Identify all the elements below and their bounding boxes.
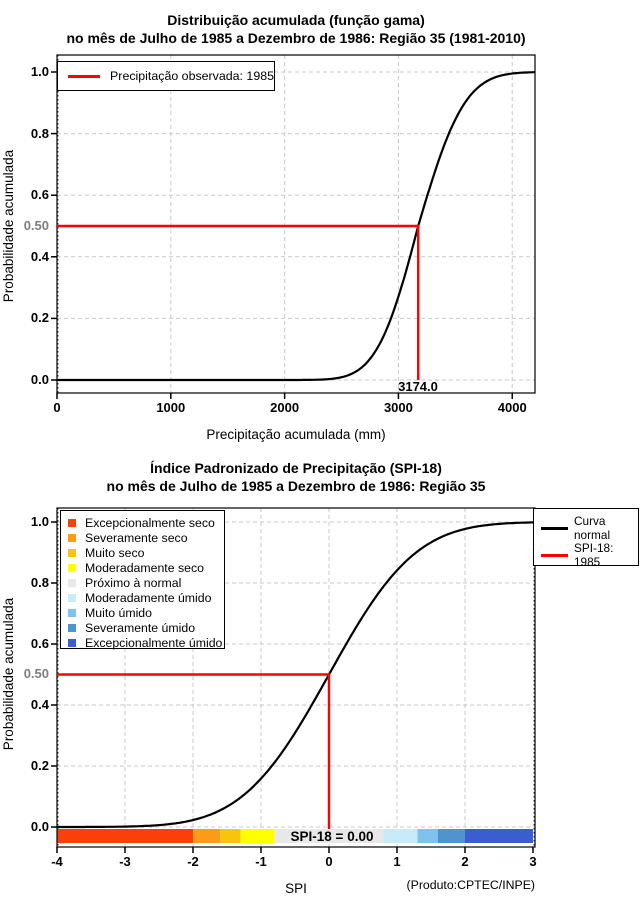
y-tick-label: 0.0 bbox=[30, 819, 49, 834]
x-tick-label: -2 bbox=[187, 854, 199, 869]
chart2-curve-legend bbox=[533, 508, 639, 569]
category-label: Moderadamente úmido bbox=[85, 590, 212, 605]
category-swatch bbox=[68, 519, 76, 527]
chart1-marker-value-label: 3174.0 bbox=[398, 379, 438, 394]
spi-category-band bbox=[193, 829, 220, 843]
x-tick-label: 2000 bbox=[270, 400, 300, 415]
legend-item-exceptionally-wet bbox=[61, 635, 224, 650]
chart2-category-legend bbox=[60, 510, 225, 649]
category-label: Muito úmido bbox=[85, 605, 152, 620]
y-tick-label: 0.4 bbox=[30, 248, 49, 264]
y-tick-label: 0.6 bbox=[30, 187, 49, 203]
product-credit: (Produto:CPTEC/INPE) bbox=[406, 878, 535, 892]
legend-item-moderately-dry bbox=[61, 560, 224, 575]
category-swatch bbox=[68, 609, 76, 617]
chart2-x-axis-title: SPI bbox=[285, 881, 307, 896]
spi-category-band bbox=[57, 829, 193, 843]
spi-category-band bbox=[465, 829, 533, 843]
category-swatch bbox=[68, 579, 76, 587]
x-tick-label: 3 bbox=[529, 854, 537, 869]
legend-item-severely-wet bbox=[61, 620, 224, 635]
chart2-y-axis-title: Probabilidade acumulada bbox=[1, 597, 16, 751]
chart1-subtitle: no mês de Julho de 1985 a Dezembro de 1986: Região 35 (1981-2010) bbox=[66, 30, 526, 46]
y-tick-label: 1.0 bbox=[30, 514, 49, 529]
legend-item-spi18-1985 bbox=[534, 542, 638, 569]
x-tick-label: 2 bbox=[461, 854, 469, 869]
x-tick-label: 0 bbox=[53, 400, 61, 415]
observed-precipitation-line-sample bbox=[68, 75, 100, 78]
spi-category-band bbox=[417, 829, 437, 843]
y-tick-label: 0.8 bbox=[30, 125, 49, 141]
spi-category-band bbox=[438, 829, 465, 843]
x-tick-label: 0 bbox=[325, 854, 333, 869]
category-swatch bbox=[68, 594, 76, 602]
legend-item-severely-dry bbox=[61, 530, 224, 545]
category-swatch bbox=[68, 564, 76, 572]
category-label: Muito seco bbox=[85, 545, 145, 560]
chart1-legend bbox=[57, 61, 275, 91]
y-tick-label: 0.8 bbox=[30, 575, 49, 590]
x-tick-label: 3000 bbox=[383, 400, 413, 415]
category-swatch bbox=[68, 534, 76, 542]
chart1-x-axis-title: Precipitação acumulada (mm) bbox=[206, 427, 386, 442]
observed-value-marker bbox=[57, 226, 418, 380]
chart1-legend-label: Precipitação observada: 1985 bbox=[110, 69, 274, 83]
category-label: Excepcionalmente úmido bbox=[85, 635, 223, 650]
chart2-ref-probability-label: 0.50 bbox=[23, 666, 49, 681]
category-label: Moderadamente seco bbox=[85, 560, 204, 575]
spi18-label: SPI-18: 1985 bbox=[574, 541, 614, 569]
x-tick-label: 4000 bbox=[497, 400, 527, 415]
category-label: Excepcionalmente seco bbox=[85, 515, 215, 530]
chart2-title: Índice Padronizado de Precipitação (SPI-18) bbox=[150, 460, 442, 476]
legend-item-exceptionally-dry bbox=[61, 515, 224, 530]
y-tick-label: 0.2 bbox=[30, 758, 49, 773]
category-label: Severamente úmido bbox=[85, 620, 196, 635]
legend-item-very-wet bbox=[61, 605, 224, 620]
y-tick-label: 0.6 bbox=[30, 636, 49, 651]
x-tick-label: -1 bbox=[255, 854, 267, 869]
spi-category-band bbox=[220, 829, 240, 843]
category-label: Severamente seco bbox=[85, 530, 188, 545]
spi18-line-sample bbox=[541, 554, 568, 557]
category-swatch bbox=[68, 549, 76, 557]
y-tick-label: 0.4 bbox=[30, 697, 49, 712]
chart2-spi-value-label: SPI-18 = 0.00 bbox=[290, 829, 374, 844]
x-tick-label: 1 bbox=[393, 854, 401, 869]
chart1-ref-probability-label: 0.50 bbox=[23, 218, 49, 233]
y-tick-label: 0.0 bbox=[30, 372, 49, 387]
x-tick-label: -4 bbox=[51, 854, 63, 869]
category-swatch bbox=[68, 639, 76, 647]
y-tick-label: 1.0 bbox=[30, 64, 49, 79]
category-label: Próximo à normal bbox=[85, 575, 182, 590]
x-tick-label: 1000 bbox=[156, 400, 186, 415]
legend-item-moderately-wet bbox=[61, 590, 224, 605]
chart1-y-axis-title: Probabilidade acumulada bbox=[1, 149, 16, 303]
normal-curve-label: Curva normal bbox=[574, 514, 611, 542]
y-tick-label: 0.2 bbox=[30, 310, 49, 326]
x-tick-label: -3 bbox=[119, 854, 131, 869]
legend-item-near-normal bbox=[61, 575, 224, 590]
legend-item-normal-curve bbox=[534, 515, 638, 542]
chart2-subtitle: no mês de Julho de 1985 a Dezembro de 1986: Região 35 bbox=[106, 478, 486, 494]
normal-curve-line-sample bbox=[541, 527, 568, 530]
legend-item-very-dry bbox=[61, 545, 224, 560]
chart1-title: Distribuição acumulada (função gama) bbox=[167, 12, 425, 28]
category-swatch bbox=[68, 624, 76, 632]
spi-category-band bbox=[241, 829, 275, 843]
